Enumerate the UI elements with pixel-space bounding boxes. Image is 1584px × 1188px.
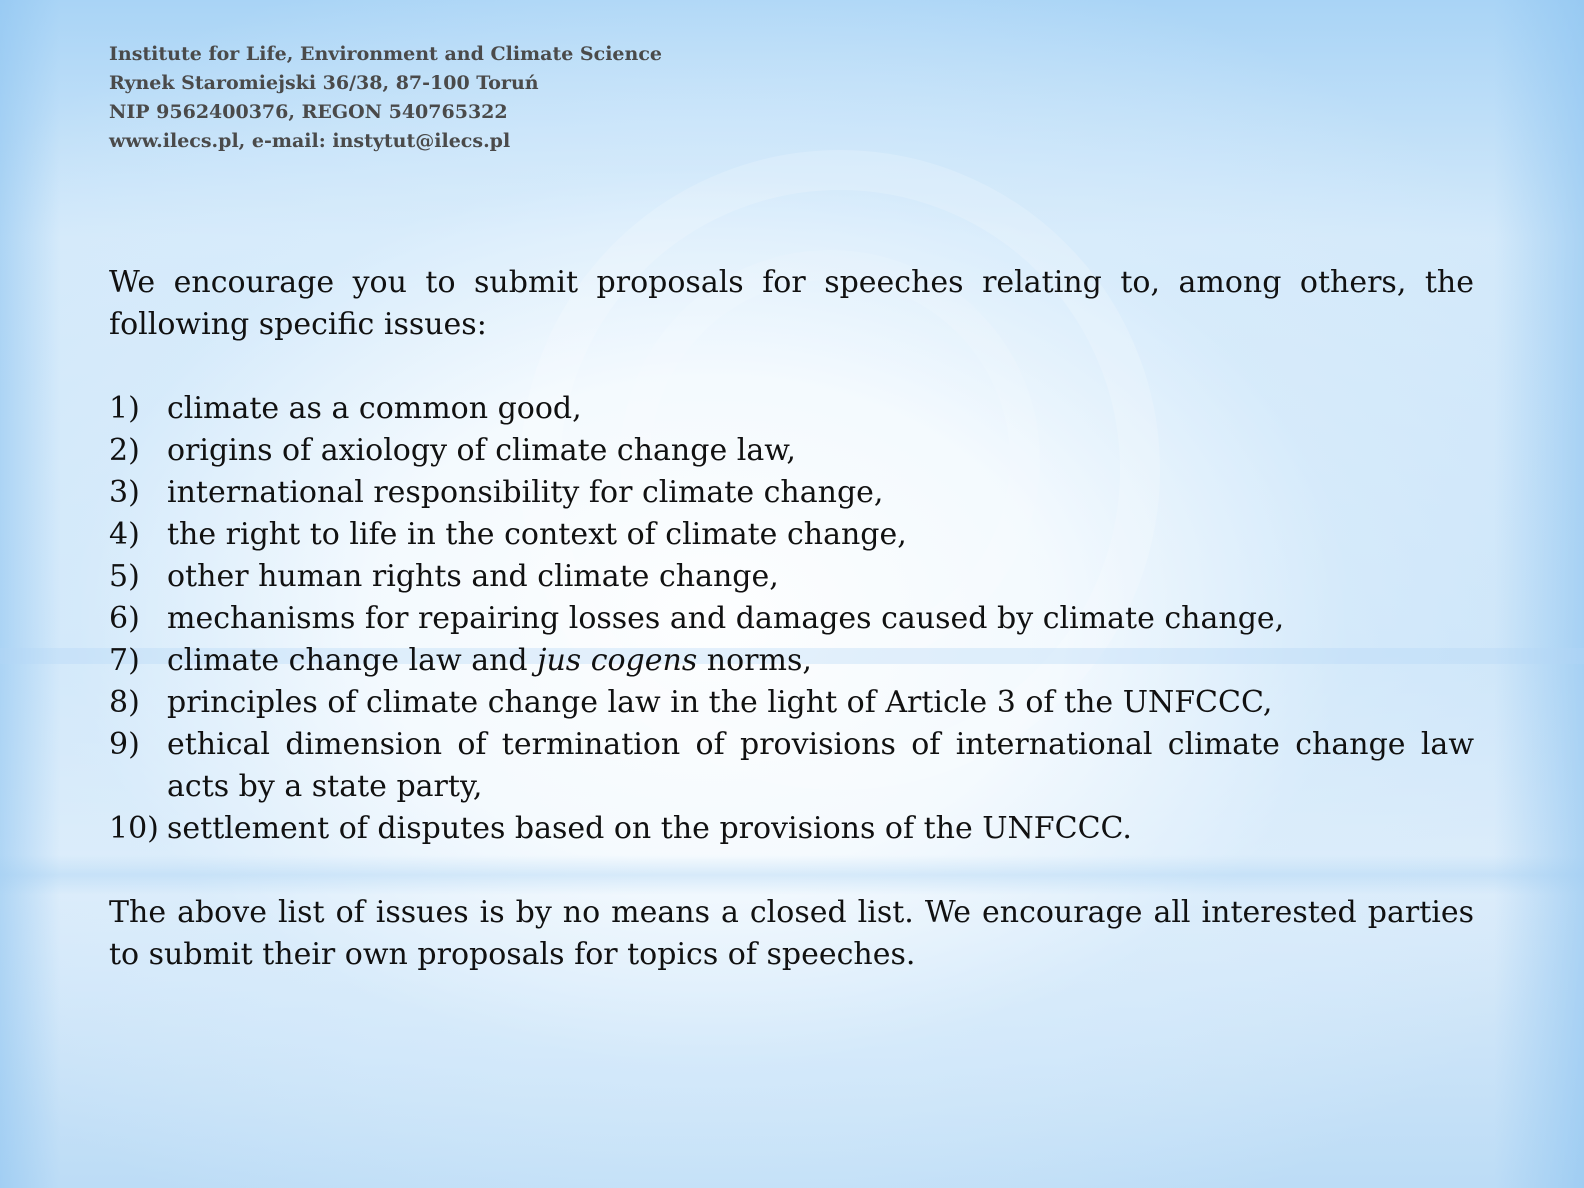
list-item-text: other human rights and climate change, (167, 559, 779, 594)
slide-body (109, 262, 1474, 976)
list-item-number: 9) (109, 727, 140, 762)
list-item-text: settlement of disputes based on the provisions of the UNFCCC. (167, 811, 1132, 846)
list-item (109, 640, 1474, 682)
list-item (109, 724, 1474, 808)
list-item-number: 1) (109, 391, 140, 426)
list-item-text: origins of axiology of climate change law, (167, 433, 796, 468)
institute-tax-ids: NIP 9562400376, REGON 540765322 (109, 101, 508, 123)
list-item-text: ethical dimension of termination of provisions of international climate change law acts by a state party, (167, 727, 1474, 804)
institute-address: Rynek Staromiejski 36/38, 87-100 Toruń (109, 72, 539, 94)
list-item-number: 6) (109, 601, 140, 636)
list-item-text (167, 643, 812, 678)
list-item-text: principles of climate change law in the light of Article 3 of the UNFCCC, (167, 685, 1273, 720)
list-item-number: 3) (109, 475, 140, 510)
list-item (109, 514, 1474, 556)
list-item (109, 388, 1474, 430)
background-edge-left (0, 0, 60, 1188)
list-item-number: 2) (109, 433, 140, 468)
list-item-text: mechanisms for repairing losses and damages caused by climate change, (167, 601, 1285, 636)
list-item-text-start: climate change law and (167, 643, 538, 678)
list-item-number: 7) (109, 643, 140, 678)
list-item (109, 598, 1474, 640)
list-item (109, 808, 1474, 850)
list-item (109, 556, 1474, 598)
list-item-text: the right to life in the context of climate change, (167, 517, 907, 552)
list-item-text-end: norms, (697, 643, 812, 678)
list-item-number: 8) (109, 685, 140, 720)
closing-paragraph: The above list of issues is by no means a closed list. We encourage all interested parties to submit their own proposals for topics of speeches. (109, 895, 1474, 972)
intro-paragraph: We encourage you to submit proposals for speeches relating to, among others, the following specific issues: (109, 265, 1474, 342)
institute-name: Institute for Life, Environment and Climate Science (109, 43, 662, 65)
issues-list (109, 388, 1474, 850)
institute-letterhead (109, 40, 662, 156)
list-item-number: 10) (109, 811, 159, 846)
list-item-italic-term: jus cogens (537, 643, 698, 678)
list-item-text: climate as a common good, (167, 391, 582, 426)
background-edge-right (1494, 0, 1584, 1188)
list-item (109, 430, 1474, 472)
institute-contact: www.ilecs.pl, e-mail: instytut@ilecs.pl (109, 130, 511, 152)
list-item-text: international responsibility for climate change, (167, 475, 884, 510)
list-item-number: 5) (109, 559, 140, 594)
list-item-number: 4) (109, 517, 140, 552)
list-item (109, 472, 1474, 514)
list-item (109, 682, 1474, 724)
